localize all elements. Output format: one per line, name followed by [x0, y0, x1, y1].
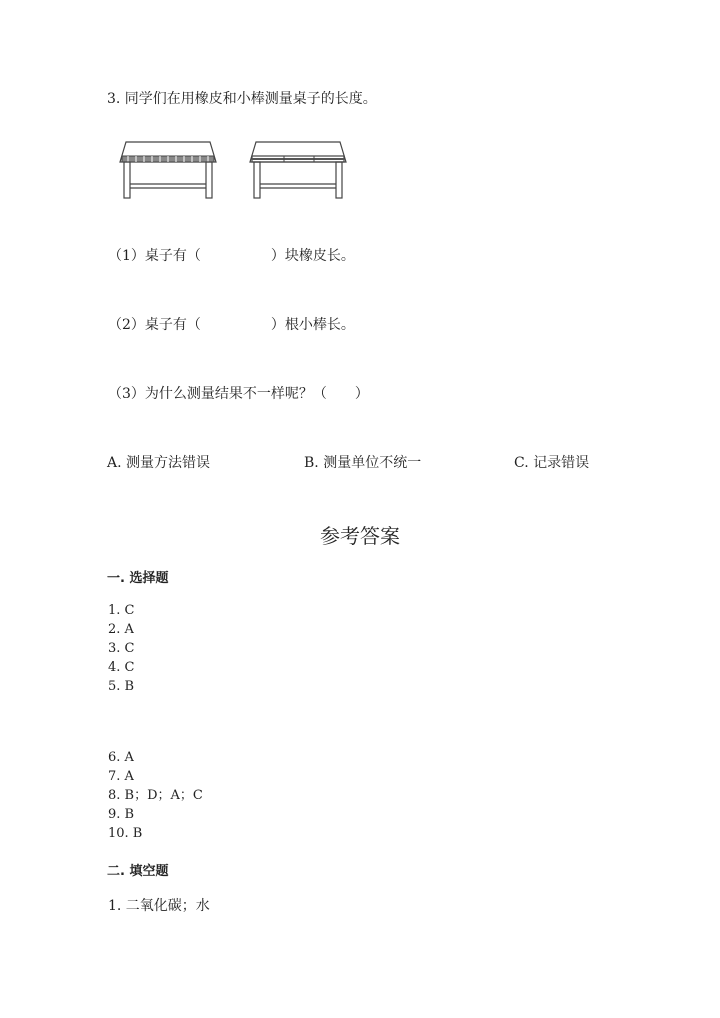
sub-question-2: （2）桌子有（ ）根小棒长。 — [108, 317, 355, 333]
answer-item: 6. A — [108, 750, 134, 765]
option-a: A. 测量方法错误 — [107, 455, 211, 471]
section-choice-heading: 一. 选择题 — [107, 571, 169, 586]
answer-group-2 — [108, 748, 203, 843]
question-stem: 3. 同学们在用橡皮和小棒测量桌子的长度。 — [107, 91, 377, 107]
answer-item: 4. C — [108, 660, 135, 675]
answer-item: 10. B — [108, 826, 143, 841]
answer-item: 8. B；D；A；C — [108, 788, 203, 803]
sub-question-3: （3）为什么测量结果不一样呢？（ ） — [108, 386, 369, 402]
answer-title: 参考答案 — [320, 524, 400, 548]
table-with-erasers-figure — [118, 138, 218, 202]
option-b: B. 测量单位不统一 — [304, 455, 422, 471]
section-fill-heading: 二. 填空题 — [107, 864, 169, 879]
answer-item: 9. B — [108, 807, 135, 822]
sub-question-1: （1）桌子有（ ）块橡皮长。 — [108, 248, 355, 264]
answer-item: 7. A — [108, 769, 134, 784]
option-c: C. 记录错误 — [514, 455, 590, 471]
answer-item: 5. B — [108, 679, 135, 694]
answer-item: 2. A — [108, 622, 134, 637]
table-with-sticks-figure — [248, 138, 348, 202]
answer-group-1 — [108, 601, 134, 696]
answer-item: 3. C — [108, 641, 135, 656]
answer-item: 1. C — [108, 603, 135, 618]
fill-answer-1: 1. 二氧化碳；水 — [108, 898, 210, 914]
